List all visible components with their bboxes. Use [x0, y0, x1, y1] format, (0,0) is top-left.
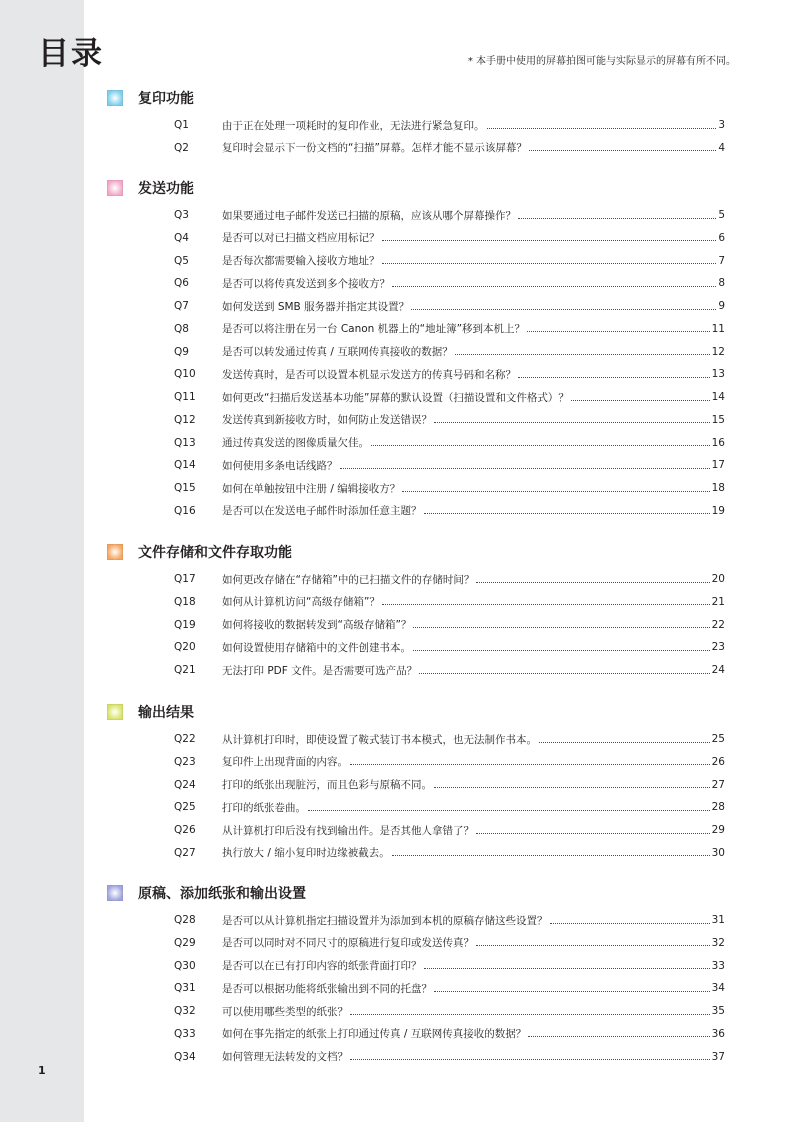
question-number: Q6 — [174, 277, 189, 290]
toc-entry[interactable] — [174, 139, 725, 157]
dot-leader — [529, 150, 716, 151]
page-reference: 36 — [711, 1027, 725, 1040]
dot-leader — [487, 128, 717, 129]
page-reference: 21 — [711, 595, 725, 608]
toc-entry[interactable] — [174, 1025, 725, 1043]
question-text: 无法打印 PDF 文件。是否需要可选产品？ — [222, 664, 418, 677]
toc-entry[interactable] — [174, 753, 725, 771]
dot-leader — [455, 354, 710, 355]
page-number: 1 — [38, 1064, 46, 1077]
question-text: 复印件上出现背面的内容。 — [222, 756, 348, 769]
question-number: Q18 — [174, 595, 196, 608]
toc-entry[interactable] — [174, 638, 725, 656]
question-number: Q25 — [174, 801, 196, 814]
page-reference: 7 — [718, 254, 725, 267]
question-number: Q13 — [174, 436, 196, 449]
dot-leader — [476, 582, 709, 583]
question-text: 是否可以将传真发送到多个接收方？ — [222, 277, 390, 290]
question-text: 是否可以同时对不同尺寸的原稿进行复印或发送传真？ — [222, 937, 474, 950]
toc-entry[interactable] — [174, 593, 725, 611]
question-text: 如果要通过电子邮件发送已扫描的原稿，应该从哪个屏幕操作？ — [222, 209, 516, 222]
section-title: 输出结果 — [138, 705, 194, 721]
toc-entry[interactable] — [174, 502, 725, 520]
question-number: Q23 — [174, 755, 196, 768]
page-reference: 33 — [711, 959, 725, 972]
question-number: Q32 — [174, 1005, 196, 1017]
page-reference: 24 — [711, 664, 725, 676]
question-text: 执行放大 / 缩小复印时边缘被截去。 — [222, 847, 390, 860]
question-number: Q22 — [174, 733, 196, 745]
question-text: 如何更改“扫描后发送基本功能”屏幕的默认设置（扫描设置和文件格式）？ — [222, 391, 569, 404]
question-number: Q21 — [174, 664, 196, 676]
page-reference: 27 — [711, 778, 725, 791]
dot-leader — [539, 742, 710, 743]
question-number: Q33 — [174, 1027, 196, 1040]
question-text: 是否可以在发送电子邮件时添加任意主题？ — [222, 505, 422, 518]
section-header — [107, 178, 194, 198]
page-reference: 17 — [711, 459, 725, 472]
question-text: 如何在单触按钮中注册 / 编辑接收方？ — [222, 482, 401, 495]
question-text: 打印的纸张出现脏污，而且色彩与原稿不同。 — [222, 779, 432, 791]
page-reference: 23 — [711, 641, 725, 654]
toc-entry[interactable] — [174, 343, 725, 361]
page-reference: 6 — [718, 231, 725, 244]
page-reference: 37 — [711, 1050, 725, 1063]
dot-leader — [419, 673, 709, 674]
question-number: Q7 — [174, 300, 189, 312]
question-text: 如何从计算机访问“高级存储箱”？ — [222, 596, 380, 609]
question-number: Q30 — [174, 959, 196, 972]
question-number: Q14 — [174, 459, 196, 472]
toc-entry[interactable] — [174, 616, 725, 634]
page-reference: 32 — [711, 936, 725, 949]
page-reference: 25 — [711, 733, 725, 745]
toc-entry[interactable] — [174, 206, 725, 224]
question-number: Q17 — [174, 573, 196, 585]
toc-entry[interactable] — [174, 957, 725, 975]
question-number: Q10 — [174, 368, 196, 381]
question-number: Q16 — [174, 504, 196, 517]
question-text: 通过传真发送的图像质量欠佳。 — [222, 437, 369, 449]
toc-entry[interactable] — [174, 456, 725, 474]
section-bullet-icon — [107, 544, 123, 560]
dot-leader — [518, 377, 710, 378]
dot-leader — [392, 855, 710, 856]
toc-entry[interactable] — [174, 116, 725, 134]
dot-leader — [434, 787, 710, 788]
question-text: 是否可以对已扫描文档应用标记？ — [222, 232, 380, 245]
page-reference: 12 — [711, 345, 725, 358]
dot-leader — [550, 923, 710, 924]
question-number: Q3 — [174, 209, 189, 221]
dot-leader — [571, 400, 710, 401]
page-note: * 本手册中使用的屏幕拍图可能与实际显示的屏幕有所不同。 — [467, 56, 736, 67]
question-number: Q1 — [174, 119, 189, 131]
page-reference: 5 — [718, 209, 725, 221]
page-reference: 20 — [711, 573, 725, 585]
toc-entry[interactable] — [174, 1048, 725, 1066]
dot-leader — [411, 309, 716, 310]
page-reference: 26 — [711, 755, 725, 768]
page-reference: 30 — [711, 846, 725, 859]
section-header — [107, 88, 194, 108]
page-reference: 15 — [711, 413, 725, 426]
section-bullet-icon — [107, 180, 123, 196]
question-text: 如何将接收的数据转发到“高级存储箱”？ — [222, 619, 412, 631]
page-reference: 34 — [711, 982, 725, 995]
question-number: Q28 — [174, 914, 196, 926]
question-number: Q29 — [174, 936, 196, 949]
toc-entry[interactable] — [174, 911, 725, 929]
toc-entry[interactable] — [174, 979, 725, 997]
question-number: Q24 — [174, 778, 196, 791]
question-text: 如何更改存储在“存储箱”中的已扫描文件的存储时间？ — [222, 573, 475, 586]
question-text: 如何管理无法转发的文档？ — [222, 1051, 348, 1063]
question-text: 复印时会显示下一份文档的“扫描”屏幕。怎样才能不显示该屏幕？ — [222, 142, 527, 155]
page-title: 目录 — [38, 36, 104, 72]
question-number: Q2 — [174, 141, 189, 154]
page-reference: 19 — [711, 504, 725, 517]
question-number: Q20 — [174, 641, 196, 654]
question-number: Q12 — [174, 413, 196, 426]
section-header — [107, 883, 306, 903]
toc-entry[interactable] — [174, 934, 725, 952]
dot-leader — [382, 263, 717, 264]
question-text: 是否可以在已有打印内容的纸张背面打印？ — [222, 960, 422, 972]
dot-leader — [350, 1059, 710, 1060]
section-bullet-icon — [107, 704, 123, 720]
question-text: 如何使用多条电话线路？ — [222, 459, 338, 472]
dot-leader — [413, 650, 710, 651]
toc-entry[interactable] — [174, 434, 725, 452]
dot-leader — [476, 833, 710, 834]
page-reference: 16 — [711, 436, 725, 449]
toc-entry[interactable] — [174, 229, 725, 247]
side-strip — [0, 0, 84, 1122]
dot-leader — [392, 286, 716, 287]
question-text: 是否可以转发通过传真 / 互联网传真接收的数据？ — [222, 346, 453, 358]
toc-entry[interactable] — [174, 776, 725, 794]
toc-entry[interactable] — [174, 1002, 725, 1020]
dot-leader — [518, 218, 716, 219]
question-text: 发送传真时，是否可以设置本机显示发送方的传真号码和名称？ — [222, 368, 516, 381]
dot-leader — [476, 945, 710, 946]
dot-leader — [527, 331, 710, 332]
section-title: 复印功能 — [138, 91, 194, 107]
question-text: 打印的纸张卷曲。 — [222, 801, 306, 814]
page-reference: 8 — [718, 277, 725, 290]
toc-entry[interactable] — [174, 844, 725, 862]
page-reference: 4 — [718, 141, 725, 154]
question-text: 发送传真到新接收方时，如何防止发送错误？ — [222, 414, 432, 427]
dot-leader — [528, 1036, 709, 1037]
question-number: Q34 — [174, 1050, 196, 1063]
question-text: 是否可以从计算机指定扫描设置并为添加到本机的原稿存储这些设置？ — [222, 914, 548, 927]
section-title: 发送功能 — [138, 181, 194, 197]
dot-leader — [402, 491, 709, 492]
question-number: Q31 — [174, 982, 196, 995]
question-text: 从计算机打印后没有找到输出件。是否其他人拿错了？ — [222, 824, 474, 837]
question-number: Q9 — [174, 345, 189, 358]
page-reference: 35 — [711, 1005, 725, 1017]
toc-entry[interactable] — [174, 252, 725, 270]
question-text: 是否可以将注册在另一台 Canon 机器上的“地址簿”移到本机上？ — [222, 323, 526, 336]
question-number: Q8 — [174, 322, 189, 335]
toc-entry[interactable] — [174, 388, 725, 406]
question-number: Q11 — [174, 391, 196, 403]
question-text: 可以使用哪些类型的纸张？ — [222, 1005, 348, 1018]
dot-leader — [382, 604, 710, 605]
question-text: 是否每次都需要输入接收方地址？ — [222, 255, 380, 267]
dot-leader — [424, 513, 710, 514]
page-reference: 9 — [718, 300, 725, 312]
question-text: 是否可以根据功能将纸张输出到不同的托盘？ — [222, 982, 432, 995]
question-number: Q19 — [174, 618, 196, 631]
question-text: 从计算机打印时，即使设置了鞍式装订书本模式，也无法制作书本。 — [222, 733, 537, 746]
page-reference: 3 — [718, 119, 725, 131]
section-title: 原稿、添加纸张和输出设置 — [138, 886, 306, 902]
page-reference: 14 — [711, 391, 725, 403]
dot-leader — [413, 627, 709, 628]
toc-entry[interactable] — [174, 798, 725, 816]
question-number: Q26 — [174, 824, 196, 836]
section-title: 文件存储和文件存取功能 — [138, 545, 292, 561]
toc-entry[interactable] — [174, 821, 725, 839]
page-reference: 28 — [711, 801, 725, 814]
dot-leader — [350, 764, 710, 765]
toc-entry[interactable] — [174, 365, 725, 383]
dot-leader — [424, 968, 710, 969]
page-reference: 18 — [711, 482, 725, 494]
question-number: Q4 — [174, 231, 189, 244]
question-number: Q15 — [174, 482, 196, 494]
page-reference: 13 — [711, 368, 725, 381]
question-text: 由于正在处理一项耗时的复印作业，无法进行紧急复印。 — [222, 119, 485, 132]
dot-leader — [434, 422, 710, 423]
question-text: 如何在事先指定的纸张上打印通过传真 / 互联网传真接收的数据？ — [222, 1028, 527, 1041]
section-bullet-icon — [107, 90, 123, 106]
dot-leader — [382, 240, 717, 241]
page-reference: 31 — [711, 914, 725, 926]
toc-entry[interactable] — [174, 274, 725, 292]
toc-entry[interactable] — [174, 661, 725, 679]
question-number: Q27 — [174, 846, 196, 859]
dot-leader — [340, 468, 710, 469]
page-reference: 22 — [711, 618, 725, 631]
dot-leader — [434, 991, 710, 992]
dot-leader — [371, 445, 710, 446]
question-text: 如何设置使用存储箱中的文件创建书本。 — [222, 641, 411, 654]
toc-entry[interactable] — [174, 320, 725, 338]
dot-leader — [308, 810, 710, 811]
toc-entry[interactable] — [174, 479, 725, 497]
toc-entry[interactable] — [174, 411, 725, 429]
toc-entry[interactable] — [174, 297, 725, 315]
page-reference: 29 — [711, 824, 725, 836]
question-text: 如何发送到 SMB 服务器并指定其设置？ — [222, 300, 410, 313]
section-header — [107, 702, 194, 722]
page-reference: 11 — [711, 322, 725, 335]
dot-leader — [350, 1014, 710, 1015]
toc-entry[interactable] — [174, 730, 725, 748]
question-number: Q5 — [174, 254, 189, 267]
toc-entry[interactable] — [174, 570, 725, 588]
section-header — [107, 542, 292, 562]
section-bullet-icon — [107, 885, 123, 901]
